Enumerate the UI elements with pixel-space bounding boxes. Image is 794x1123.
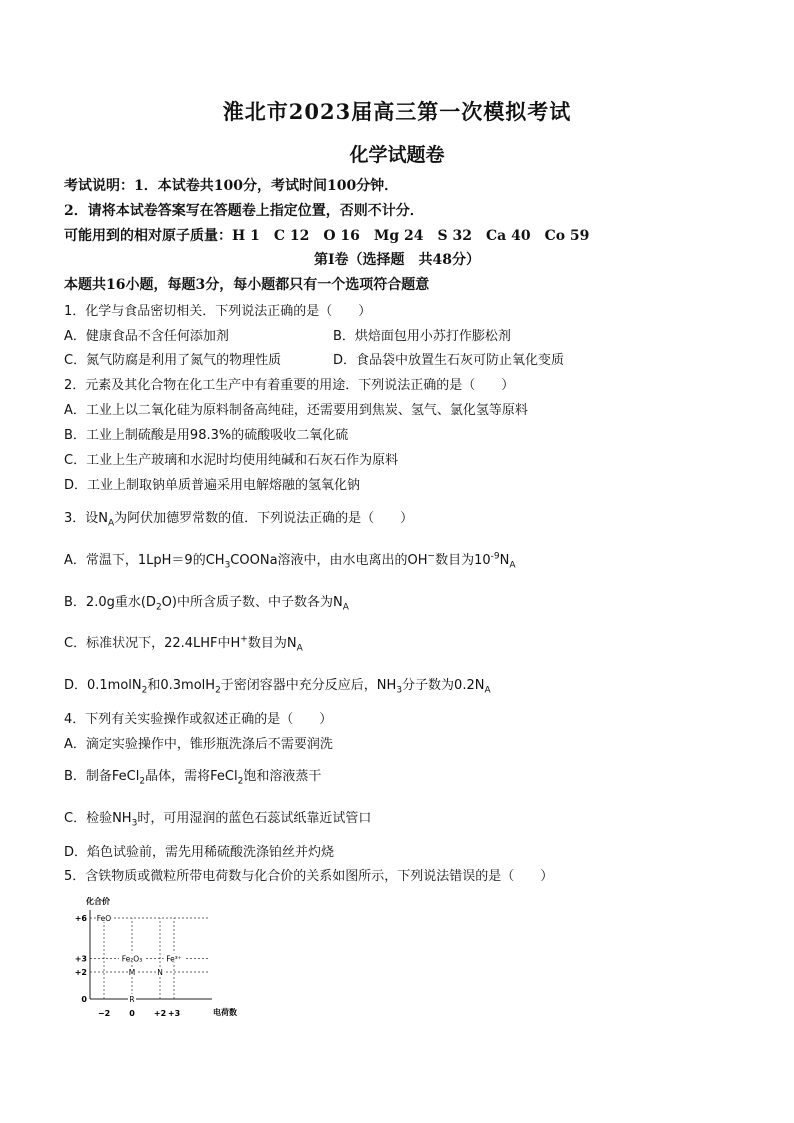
q3-stem [64,507,413,529]
atomic-masses: 可能用到的相对原子质量：H 1 C 12 O 16 Mg 24 S 32 Ca 40 Co 59 [64,228,590,244]
section-description: 本题共16小题，每题3分，每小题都只有一个选项符合题意 [64,277,430,293]
q3-a-part: 数目为10 [435,553,491,568]
q4-b-part: 晶体，需将FeCl [145,769,238,784]
q3-d-part: 于密闭容器中充分反应后，NH [220,678,397,693]
q2-stem: 2．元素及其化合物在化工生产中有着重要的用途．下列说法正确的是（ ） [64,378,515,393]
data-point-label: R [129,995,135,1004]
q3-a-subscript: A [509,560,516,571]
y-axis-label: 化合价 [86,897,110,906]
y-tick-label: +6 [74,914,87,923]
y-tick-label: +3 [74,954,87,964]
q4-option-a: A．滴定实验操作中，锥形瓶洗涤后不需要润洗 [64,737,333,752]
q2-option-c: C．工业上生产玻璃和水泥时均使用纯碱和石灰石作为原料 [64,453,399,468]
x-tick-label: −2 [97,1009,111,1018]
data-point-label: M [128,968,136,977]
q4-b-subscript: 2 [237,776,244,787]
q4-c-part: C．检验NH [64,811,132,826]
data-point-label: FeO [96,914,112,923]
valence-charge-chart [66,896,256,1021]
q4-b-part: 饱和溶液蒸干 [243,769,322,784]
q3-b-part: B．2.0g重水(D [64,595,156,610]
q3-option-d [64,674,491,696]
x-tick-label: +2 [153,1009,167,1018]
y-tick-label: +2 [74,968,87,977]
q3-d-part: 和0.3molH [147,678,216,693]
q2-option-b: B．工业上制硫酸是用98.3%的硫酸吸收二氧化硫 [64,428,349,443]
q3-c-superscript: + [240,634,248,645]
x-axis-label: 电荷数 [213,1008,237,1017]
exam-subtitle: 化学试题卷 [349,144,445,166]
q4-option-d: D．焰色试验前，需先用稀硫酸洗涤铂丝并灼烧 [64,845,335,860]
q4-b-subscript: 2 [139,776,146,787]
data-point-label: Fe₂O₃ [121,954,143,964]
q3-a-part: N [499,553,510,568]
q3-c-subscript: A [296,643,303,654]
q4-stem: 4．下列有关实验操作或叙述正确的是（ ） [64,712,333,727]
q4-c-subscript: 3 [131,818,138,829]
q3-stem-subscript: A [108,518,115,529]
q4-c-part: 时，可用湿润的蓝色石蕊试纸靠近试管口 [137,811,372,826]
q4-b-part: B．制备FeCl [64,769,140,784]
q4-option-c [64,807,371,829]
q1-option-d: D．食品袋中放置生石灰可防止氧化变质 [333,353,565,368]
q5-stem: 5．含铁物质或微粒所带电荷数与化合价的关系如图所示，下列说法错误的是（ ） [64,869,554,884]
q3-option-c [64,632,303,654]
y-tick-label: 0 [81,995,87,1004]
instruction-line-2: 2．请将本试卷答案写在答题卷上指定位置，否则不计分． [64,203,424,219]
q3-b-part: O)中所含质子数、中子数各为N [161,595,343,610]
data-point-label: N [157,968,163,977]
q3-a-part: COONa溶液中，由水电离出的OH [230,553,428,568]
q1-option-a: A．健康食品不含任何添加剂 [64,329,229,344]
q3-b-subscript: 2 [155,602,162,613]
x-tick-label: 0 [129,1009,135,1018]
q3-d-subscript: 2 [141,685,148,696]
q3-d-part: 分子数为0.2N [402,678,485,693]
q3-a-superscript: -9 [490,551,500,562]
q3-option-b [64,591,349,613]
q4-option-b [64,765,321,787]
exam-title: 淮北市2023届高三第一次模拟考试 [222,99,572,124]
q3-option-a [64,549,516,571]
q3-d-subscript: 3 [396,685,403,696]
data-point-label: Fe³⁺ [166,954,182,964]
q2-option-a: A．工业上以二氧化硅为原料制备高纯硅，还需要用到焦炭、氢气、氯化氢等原料 [64,403,528,418]
section-title: 第Ⅰ卷（选择题 共48分） [313,252,481,268]
q3-d-subscript: 2 [215,685,221,696]
q1-stem: 1．化学与食品密切相关．下列说法正确的是（ ） [64,304,372,319]
q3-a-superscript: − [427,551,436,562]
q2-option-d: D．工业上制取钠单质普遍采用电解熔融的氢氧化钠 [64,478,361,493]
q1-option-b: B．烘焙面包用小苏打作膨松剂 [333,329,511,344]
x-tick-label: +3 [167,1009,181,1018]
q3-stem-part: 3．设N [64,511,108,526]
q3-b-subscript: A [342,602,349,613]
q1-option-c: C．氮气防腐是利用了氮气的物理性质 [64,353,282,368]
q3-d-part: D．0.1molN [64,678,142,693]
q3-a-subscript: 3 [224,560,231,571]
q3-a-part: A．常温下，1LpH＝9的CH [64,553,225,568]
q3-d-subscript: A [484,685,491,696]
q3-c-part: 数目为N [247,636,297,651]
q3-c-part: C．标准状况下，22.4LHF中H [64,636,241,651]
instruction-line-1: 考试说明：1．本试卷共100分，考试时间100分钟． [64,178,399,194]
q3-stem-part: 为阿伏加德罗常数的值．下列说法正确的是（ ） [114,511,414,526]
